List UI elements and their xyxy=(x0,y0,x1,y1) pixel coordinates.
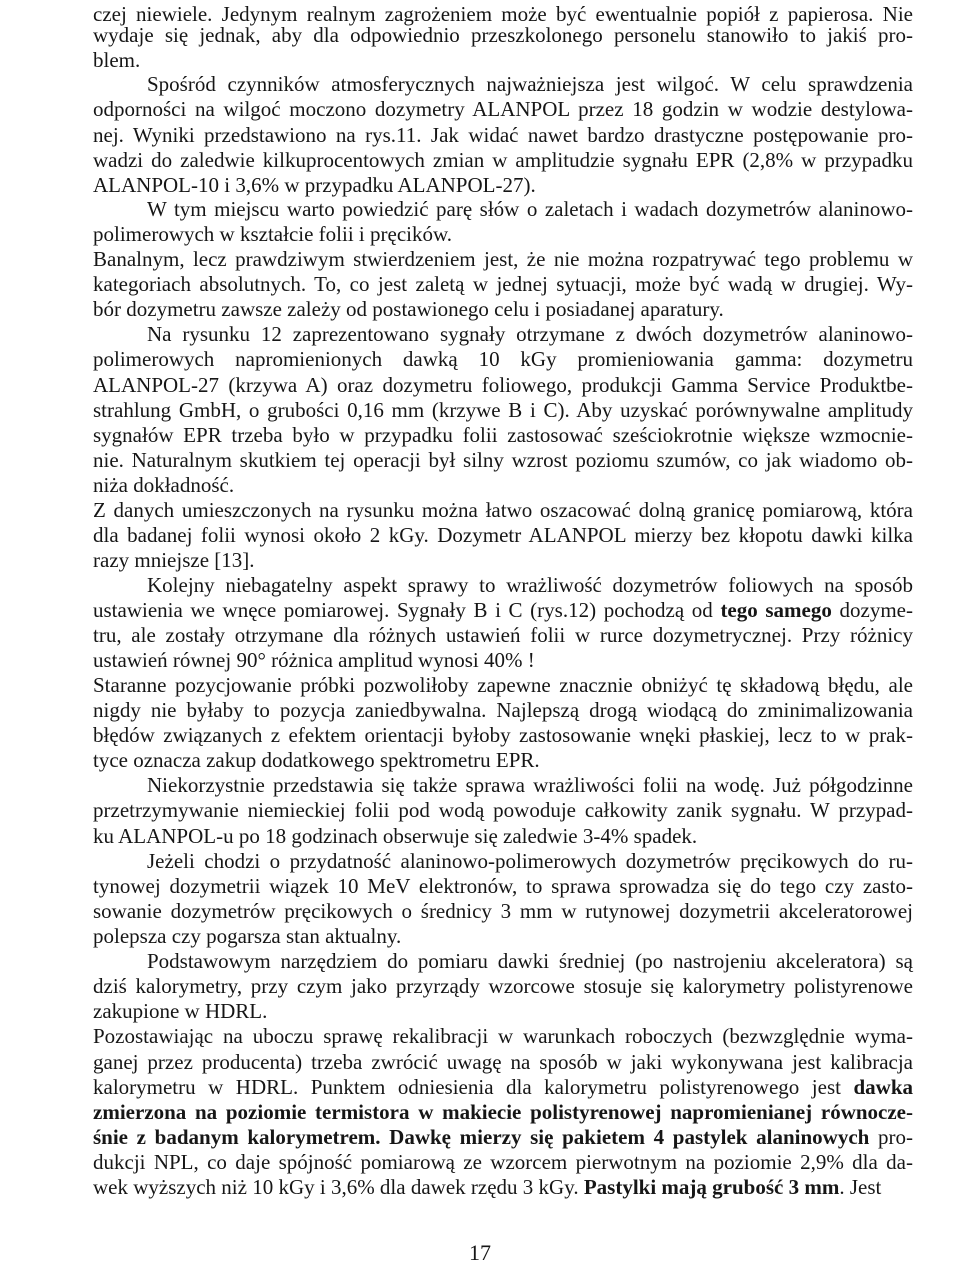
text-line: sowanie dozymetrów pręcikowych o średnicy 3 mm w rutynowej dozymetrii akceleratorowej xyxy=(93,899,913,923)
text-line: zmierzona na poziomie termistora w makiecie polistyrenowej napromienianej równocze- xyxy=(93,1100,913,1124)
text-line: tyce oznacza zakup dodatkowego spektrometru EPR. xyxy=(93,748,540,772)
page-number: 17 xyxy=(469,1240,491,1265)
text-line: tynowej dozymetrii wiązek 10 MeV elektronów, to sprawa sprowadza się do tego czy zasto- xyxy=(93,874,913,898)
text-line: sygnałów EPR trzeba było w przypadku folii zastosować sześciokrotnie większe wzmocnie- xyxy=(93,423,913,447)
text-line: Staranne pozycjowanie próbki pozwoliłoby zapewne znacznie obniżyć tę składową błędu, ale xyxy=(93,673,913,697)
text-line: ALANPOL-27 (krzywa A) oraz dozymetru foliowego, produkcji Gamma Service Produktbe- xyxy=(93,373,913,397)
text-line: blem. xyxy=(93,48,141,72)
text-line: Jeżeli chodzi o przydatność alaninowo-polimerowych dozymetrów pręcikowych do ru- xyxy=(147,849,913,873)
text-line: polimerowych napromienionych dawką 10 kGy promieniowania gamma: dozymetru xyxy=(93,347,913,371)
text-line: Kolejny niebagatelny aspekt sprawy to wrażliwość dozymetrów foliowych na sposób xyxy=(147,573,913,597)
text-line: nigdy nie byłaby to pozycja zaniedbywalna. Najlepszą drogą wiodącą do zminimalizowania xyxy=(93,698,913,722)
text-line: polimerowych w kształcie folii i pręcików. xyxy=(93,222,453,246)
text-line: kategoriach absolutnych. To, co jest zaletą w jednej sytuacji, może być wadą w drugiej. Wy- xyxy=(93,272,913,296)
text-line: strahlung GmbH, o grubości 0,16 mm (krzywe B i C). Aby uzyskać porównywalne amplitudy xyxy=(93,398,913,422)
text-line: ALANPOL-10 i 3,6% w przypadku ALANPOL-27). xyxy=(93,173,536,197)
text-line: dla badanej folii wynosi około 2 kGy. Dozymetr ALANPOL mierzy bez kłopotu dawki kilka xyxy=(93,523,913,547)
text-line: Z danych umieszczonych na rysunku można łatwo oszacować dolną granicę pomiarową, która xyxy=(93,498,913,522)
text-line: błędów związanych z efektem orientacji byłoby zastosowanie wnęki płaskiej, lecz to w prak- xyxy=(93,723,913,747)
text-line: W tym miejscu warto powiedzić parę słów o zaletach i wadach dozymetrów alaninowo- xyxy=(147,197,913,221)
text-line: razy mniejsze [13]. xyxy=(93,548,255,572)
text-line: ustawienia we wnęce pomiarowej. Sygnały B i C (rys.12) pochodzą od tego samego dozyme- xyxy=(93,598,913,622)
text-line: Banalnym, lecz prawdziwym stwierdzeniem jest, że nie można rozpatrywać tego problemu w xyxy=(93,247,913,271)
text-line: kalorymetru w HDRL. Punktem odniesienia dla kalorymetru polistyrenowego jest dawka xyxy=(93,1075,913,1099)
text-line: nej. Wyniki przedstawiono na rys.11. Jak widać nawet bardzo drastyczne postępowanie pro- xyxy=(93,123,913,147)
text-line: dziś kalorymetry, przy czym jako przyrządy wzorcowe stosuje się kalorymetry polistyrenowe xyxy=(93,974,913,998)
text-line: wek wyższych niż 10 kGy i 3,6% dla dawek rzędu 3 kGy. Pastylki mają grubość 3 mm. Jest xyxy=(93,1175,882,1199)
text-line: Spośród czynników atmosferycznych najważniejsza jest wilgoć. W celu sprawdzenia xyxy=(147,72,913,96)
text-line: dukcji NPL, co daje spójność pomiarową ze wzorcem pierwotnym na poziomie 2,9% dla da- xyxy=(93,1150,913,1174)
text-line: ku ALANPOL-u po 18 godzinach obserwuje się zaledwie 3-4% spadek. xyxy=(93,824,698,848)
text-line: przetrzymywanie niemieckiej folii pod wodą powoduje całkowity zanik sygnału. W przypad- xyxy=(93,798,913,822)
text-line: bór dozymetru zawsze zależy od postawionego celu i posiadanej aparatury. xyxy=(93,297,724,321)
text-line: wydaje się jednak, aby dla odpowiednio przeszkolonego personelu stanowiło to jakiś pro- xyxy=(93,23,913,47)
text-line: Podstawowym narzędziem do pomiaru dawki średniej (po nastrojeniu akceleratora) są xyxy=(147,949,913,973)
text-line: Niekorzystnie przedstawia się także sprawa wrażliwości folii na wodę. Już półgodzinne xyxy=(147,773,913,797)
text-line: niża dokładność. xyxy=(93,473,235,497)
text-line: Pozostawiając na uboczu sprawę rekalibracji w warunkach roboczych (bezwzględnie wyma- xyxy=(93,1024,913,1048)
text-line: wadzi do zaledwie kilkuprocentowych zmian w amplitudzie sygnału EPR (2,8% w przypadku xyxy=(93,148,913,172)
text-line: Na rysunku 12 zaprezentowano sygnały otrzymane z dwóch dozymetrów alaninowo- xyxy=(147,322,913,346)
text-line: śnie z badanym kalorymetrem. Dawkę mierzy się pakietem 4 pastylek alaninowych pro- xyxy=(93,1125,913,1149)
text-line: polepsza czy pogarsza stan aktualny. xyxy=(93,924,402,948)
text-line: odporności na wilgoć moczono dozymetry ALANPOL przez 18 godzin w wodzie destylowa- xyxy=(93,97,913,121)
text-line: zakupione w HDRL. xyxy=(93,999,268,1023)
text-line: nie. Naturalnym skutkiem tej operacji był silny wzrost poziomu szumów, co jak wiadomo ob- xyxy=(93,448,913,472)
text-line: czej niewiele. Jedynym realnym zagrożeniem może być ewentualnie popiół z papierosa. Nie xyxy=(93,2,913,26)
text-line: ustawień równej 90° różnica amplitud wynosi 40% ! xyxy=(93,648,535,672)
text-line: ganej przez producenta) trzeba zwrócić uwagę na sposób w jaki wykonywana jest kalibracja xyxy=(93,1050,913,1074)
text-line: tru, ale zostały otrzymane dla różnych ustawień folii w rurce dozymetrycznej. Przy różnicy xyxy=(93,623,913,647)
